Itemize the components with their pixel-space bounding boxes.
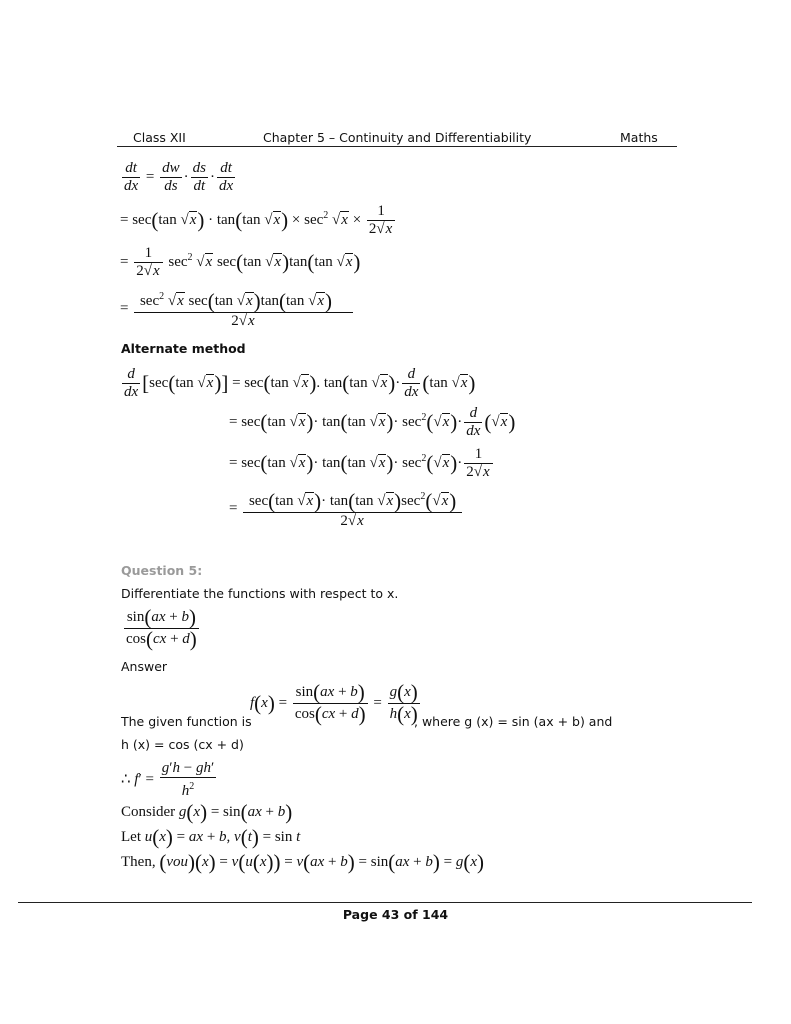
- equation-chain-rule: $\frac{dt}{dx}$ = $\frac{dw}{ds}$ · $\frac{ds}{dt}$ · $\frac{dt}{dx}$: [124, 160, 234, 194]
- answer-label: Answer: [121, 659, 168, 674]
- h-definition: h (x) = cos (cx + d): [121, 737, 244, 752]
- equation-alt-4: = $\frac{\sec(\tan √x)\cdot \tan(\tan √x)\sec^2(√x)}{2√x}$: [229, 488, 464, 530]
- footer-divider: [18, 902, 752, 903]
- header-divider: [117, 146, 677, 147]
- equation-quotient-rule: ∴ f′ = $\frac{g'h - gh'}{h^2}$: [121, 760, 215, 799]
- alternate-method-heading: Alternate method: [121, 341, 246, 356]
- equation-step-2: = $\frac{1}{2√x}$ $\sec^2 √x$ sec(tan √x)tan(tan √x): [120, 245, 361, 279]
- equation-consider: Consider g(x) = sin(ax + b): [121, 800, 293, 824]
- header-class: Class XII: [133, 130, 186, 145]
- equation-step-1: = sec(tan √x) · tan(tan $√x) \times \sec^2 √x$ × $\frac{1}{2√x}$: [120, 203, 397, 238]
- given-prefix: The given function is: [121, 714, 252, 729]
- equation-let: Let u(x) = ax + b, v(t) = sin t: [121, 825, 301, 849]
- question-label: Question 5:: [121, 563, 203, 578]
- header-subject: Maths: [620, 130, 658, 145]
- equation-step-3: = $\frac{\sec^2 √x \sec(\tan √x)\tan(\tan √x)}{2√x}$: [120, 288, 355, 330]
- header-chapter: Chapter 5 – Continuity and Differentiability: [263, 130, 532, 145]
- page-number: Page 43 of 144: [342, 907, 449, 922]
- equation-alt-1: $\frac{d}{dx}$ [sec(tan √x)] = sec(tan √x). tan(tan √x)· $\frac{d}{dx}$ (tan √x): [124, 366, 476, 400]
- equation-alt-3: = sec(tan √x)· tan(tan $√x)\cdot \sec^2(√x)\cdot$ $\frac{1}{2√x}$: [229, 446, 495, 481]
- equation-given-function: f(x) = $\frac{\sin(ax + b)}{\cos(cx + d)}$ = $\frac{g(x)}{h(x)}$: [250, 680, 418, 726]
- question-text: Differentiate the functions with respect to x.: [121, 586, 399, 601]
- question-expression: $\frac{\sin(ax + b)}{\cos(cx + d)}$: [126, 605, 197, 651]
- where-text: , where g (x) = sin (ax + b) and: [414, 714, 613, 729]
- equation-then: Then, (vou)(x) = v(u(x)) = v(ax + b) = sin(ax + b) = g(x): [121, 850, 485, 874]
- equation-alt-2: = sec(tan √x)· tan(tan $√x)\cdot \sec^2(√x)\cdot$ $\frac{d}{dx}$ (√x): [229, 405, 516, 439]
